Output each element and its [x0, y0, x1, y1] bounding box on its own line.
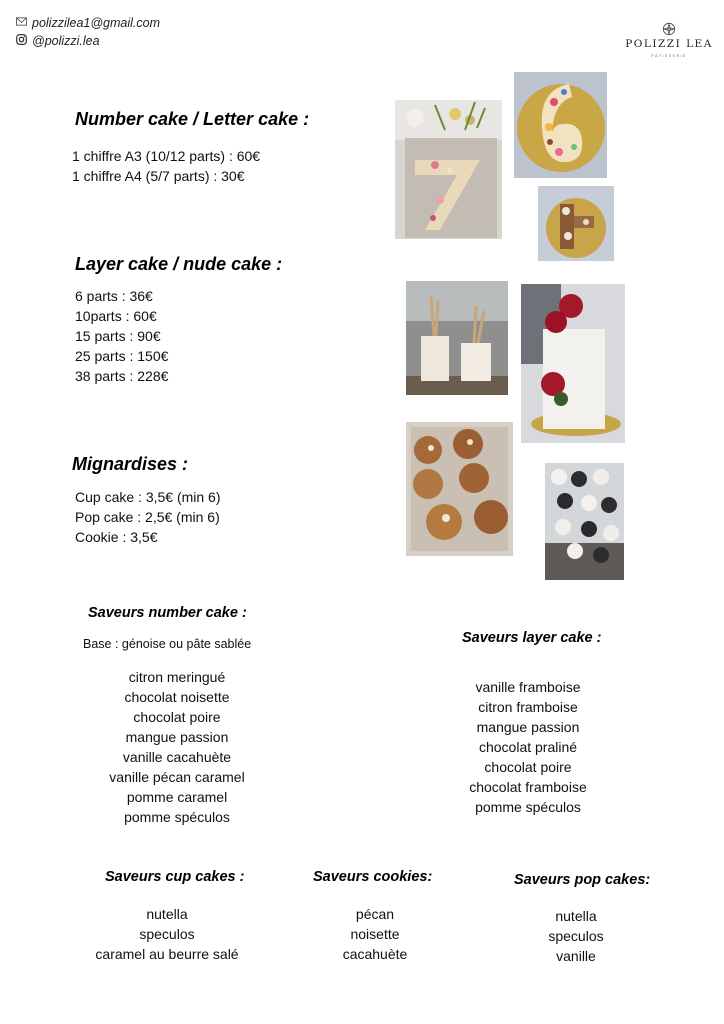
email-text: polizzilea1@gmail.com	[32, 16, 161, 30]
flavor-item: pécan	[355, 906, 395, 922]
price-item: 15 parts : 90€	[75, 328, 161, 344]
cookies-photo	[406, 422, 513, 556]
number-cake-six-photo	[514, 72, 607, 178]
flavor-item: citron meringué	[128, 669, 226, 685]
flavor-item: chocolat praliné	[478, 739, 578, 755]
flavor-item: vanille cacahuète	[122, 749, 232, 765]
flower-logo-icon	[624, 22, 714, 38]
saveurs-cup-cakes-list	[67, 904, 267, 964]
flavor-item: vanille	[556, 948, 596, 964]
saveurs-layer-cake-title: Saveurs layer cake :	[462, 630, 602, 646]
flavor-item: chocolat framboise	[469, 779, 587, 795]
flavor-item: chocolat poire	[133, 709, 221, 725]
price-item: Cup cake : 3,5€ (min 6)	[75, 489, 221, 505]
saveurs-cup-cakes-title: Saveurs cup cakes :	[105, 869, 245, 885]
number-cake-title: Number cake / Letter cake :	[75, 109, 310, 129]
layer-cake-prices	[75, 286, 168, 386]
flavor-item: chocolat poire	[484, 759, 572, 775]
saveurs-pop-cakes-list	[516, 906, 636, 966]
flavor-item: speculos	[139, 926, 195, 942]
flavor-item: nutella	[146, 906, 188, 922]
saveurs-number-cake-title: Saveurs number cake :	[88, 605, 247, 621]
price-item: 1 chiffre A4 (5/7 parts) : 30€	[72, 168, 245, 184]
price-item: Cookie : 3,5€	[75, 529, 158, 545]
flavor-item: speculos	[548, 928, 604, 944]
instagram-contact[interactable]	[16, 34, 100, 48]
saveurs-layer-cake-list	[428, 677, 628, 817]
mail-icon	[16, 16, 27, 30]
brand-logo	[624, 22, 714, 58]
flavor-item: vanille framboise	[475, 679, 581, 695]
price-item: Pop cake : 2,5€ (min 6)	[75, 509, 220, 525]
base-note: Base : génoise ou pâte sablée	[83, 637, 252, 651]
cupcakes-photo	[545, 463, 624, 580]
brand-subtitle: PÂTISSERIE	[651, 54, 687, 58]
flavor-item: pomme spéculos	[124, 809, 230, 825]
flavor-item: pomme caramel	[126, 789, 228, 805]
price-item: 25 parts : 150€	[75, 348, 169, 364]
price-item: 1 chiffre A3 (10/12 parts) : 60€	[72, 148, 261, 164]
layer-cake-roses-photo	[521, 284, 625, 443]
flavor-item: pomme spéculos	[475, 799, 581, 815]
number-cake-prices	[72, 146, 260, 186]
layer-cake-duo-photo	[406, 281, 508, 395]
flavor-item: mangue passion	[476, 719, 580, 735]
flavor-item: citron framboise	[478, 699, 578, 715]
number-cake-seven-photo	[395, 100, 502, 239]
brand-name: POLIZZI LEA	[625, 38, 713, 50]
mignardises-title: Mignardises :	[72, 454, 189, 474]
flavor-item: chocolat noisette	[124, 689, 230, 705]
flavor-item: vanille pécan caramel	[109, 769, 245, 785]
instagram-icon	[16, 34, 27, 48]
email-contact[interactable]	[16, 16, 160, 30]
saveurs-pop-cakes-title: Saveurs pop cakes:	[514, 872, 651, 888]
instagram-text: @polizzi.lea	[32, 34, 100, 48]
flavor-item: caramel au beurre salé	[95, 946, 239, 962]
mignardises-prices	[75, 487, 221, 547]
saveurs-number-cake-list	[77, 667, 277, 827]
price-item: 10parts : 60€	[75, 308, 157, 324]
layer-cake-title: Layer cake / nude cake :	[75, 254, 283, 274]
flavor-item: cacahuète	[342, 946, 408, 962]
saveurs-cookies-list	[315, 904, 435, 964]
price-item: 6 parts : 36€	[75, 288, 153, 304]
price-item: 38 parts : 228€	[75, 368, 169, 384]
number-cake-letter-photo	[538, 186, 614, 261]
flavor-item: noisette	[350, 926, 400, 942]
flavor-item: mangue passion	[125, 729, 229, 745]
saveurs-cookies-title: Saveurs cookies:	[313, 869, 433, 885]
flavor-item: nutella	[555, 908, 597, 924]
